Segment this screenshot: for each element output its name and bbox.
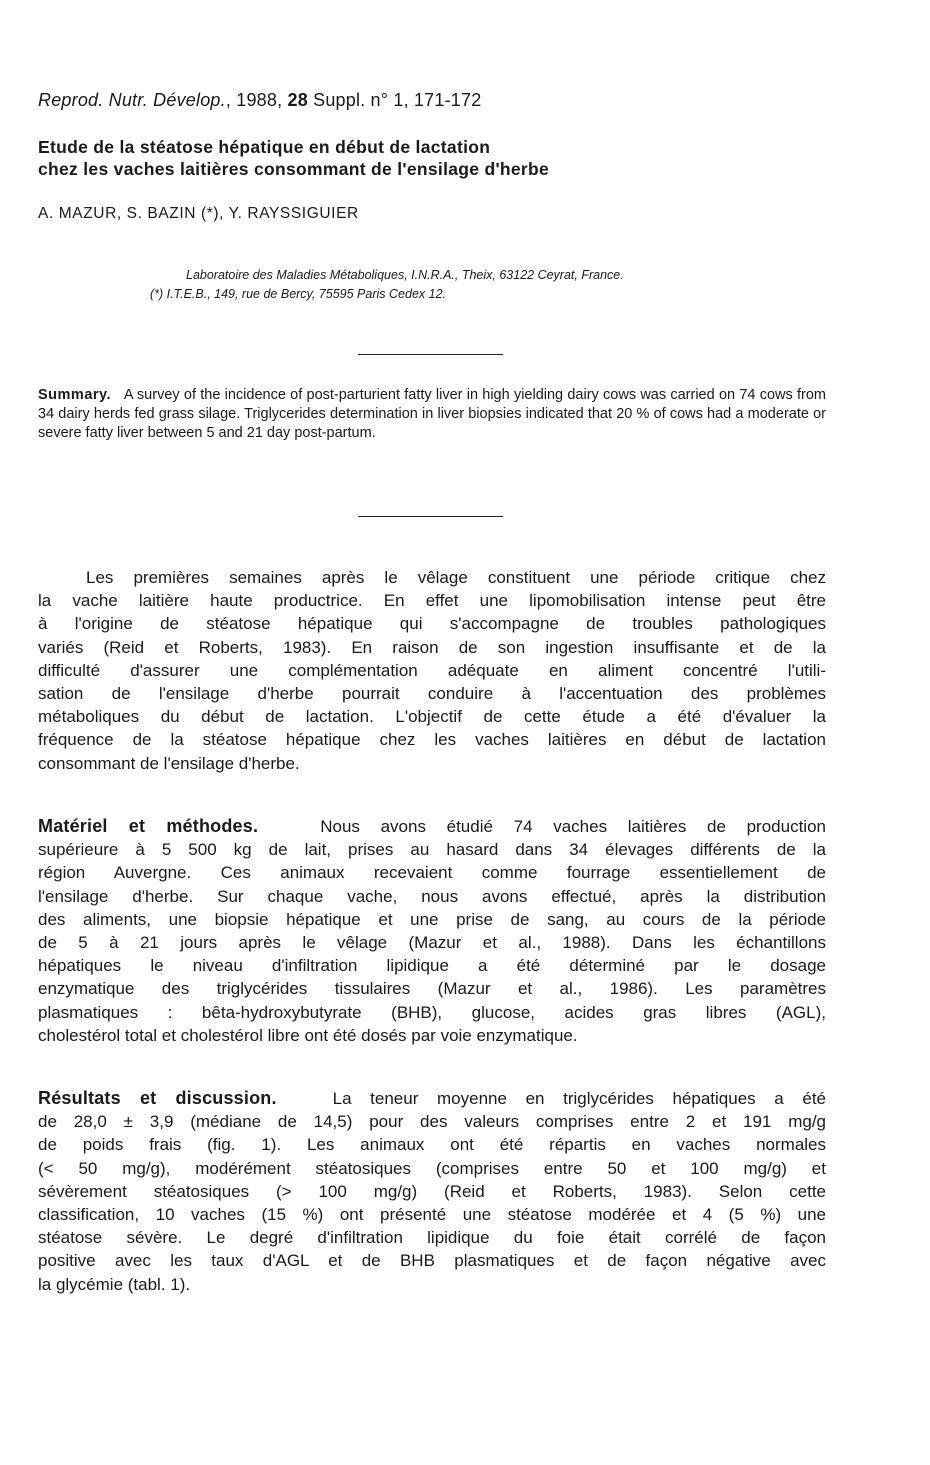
methods-line: cholestérol total et cholestérol libre ont été dosés par voie enzymatique. [38, 1025, 578, 1045]
results-paragraph [38, 1087, 826, 1296]
methods-line: enzymatique des triglycérides tissulaires (Mazur et al., 1986). Les paramètres [38, 979, 826, 999]
intro-line: sation de l'ensilage d'herbe pourrait conduire à l'accentuation des problèmes [38, 683, 826, 703]
results-line: stéatose sévère. Le degré d'infiltration lipidique du foie était corrélé de façon [38, 1228, 826, 1248]
citation-year: , 1988, [225, 90, 288, 110]
intro-line: difficulté d'assurer une complémentation adéquate en aliment concentré l'utili- [38, 660, 826, 680]
methods-line: plasmatiques : bêta-hydroxybutyrate (BHB), glucose, acides gras libres (AGL), [38, 1002, 826, 1022]
results-line: classification, 10 vaches (15 %) ont présenté une stéatose modérée et 4 (5 %) une [38, 1204, 826, 1224]
affiliation-2: (*) I.T.E.B., 149, rue de Bercy, 75595 Paris Cedex 12. [150, 287, 446, 301]
methods-line: de 5 à 21 jours après le vêlage (Mazur et al., 1988). Dans les échantillons [38, 932, 826, 952]
intro-line: métaboliques du début de lactation. L'objectif de cette étude a été d'évaluer la [38, 707, 826, 727]
methods-line: supérieure à 5 500 kg de lait, prises au hasard dans 34 élevages différents de la [38, 840, 826, 860]
affiliations [150, 266, 624, 304]
author-list: A. MAZUR, S. BAZIN (*), Y. RAYSSIGUIER [38, 205, 359, 222]
results-line: (< 50 mg/g), modérément stéatosiques (comprises entre 50 et 100 mg/g) et [38, 1158, 826, 1178]
results-first-text: La teneur moyenne en triglycérides hépatiques a été [332, 1089, 826, 1108]
methods-line: l'ensilage d'herbe. Sur chaque vache, nous avons effectué, après la distribution [38, 886, 826, 906]
title-line-2: chez les vaches laitières consommant de l'ensilage d'herbe [38, 159, 550, 179]
intro-line: Les premières semaines après le vêlage constituent une période critique chez [86, 568, 826, 587]
divider-top [358, 354, 503, 355]
results-first-line [38, 1087, 826, 1110]
summary-block [38, 386, 826, 443]
intro-line: consommant de l'ensilage d'herbe. [38, 753, 300, 773]
title-line-1: Etude de la stéatose hépatique en début de lactation [38, 137, 491, 157]
methods-paragraph [38, 815, 826, 1047]
article-title [38, 136, 798, 180]
summary-text: A survey of the incidence of post-parturient fatty liver in high yielding dairy cows was carried on 74 cows from 34 dairy herds fed grass silage. Triglycerides determination in liver biopsies indicated that 20 % of cows had a moderate or severe fatty liver between 5 and 21 day post-partum. [38, 387, 826, 441]
methods-line: hépatiques le niveau d'infiltration lipidique a été déterminé par le dosage [38, 956, 826, 976]
citation-pages: Suppl. n° 1, 171-172 [307, 90, 482, 110]
divider-bottom [358, 516, 503, 517]
methods-first-line [38, 815, 826, 838]
methods-line: des aliments, une biopsie hépatique et une prise de sang, au cours de la période [38, 909, 826, 929]
journal-name: Reprod. Nutr. Dévelop. [38, 90, 226, 110]
methods-line: région Auvergne. Ces animaux recevaient comme fourrage essentiellement de [38, 863, 826, 883]
intro-line: la vache laitière haute productrice. En effet une lipomobilisation intense peut être [38, 591, 826, 611]
results-line: positive avec les taux d'AGL et de BHB plasmatiques et de façon négative avec [38, 1251, 826, 1271]
summary-label: Summary. [38, 387, 112, 403]
results-line: de poids frais (fig. 1). Les animaux ont été répartis en vaches normales [38, 1135, 826, 1155]
citation-line [38, 90, 481, 111]
intro-line: variés (Reid et Roberts, 1983). En raison de son ingestion insuffisante et de la [38, 637, 826, 657]
citation-volume: 28 [287, 90, 308, 110]
methods-heading: Matériel et méthodes. [38, 816, 259, 836]
results-line: de 28,0 ± 3,9 (médiane de 14,5) pour des valeurs comprises entre 2 et 191 mg/g [38, 1112, 826, 1132]
results-line: sévèrement stéatosiques (> 100 mg/g) (Reid et Roberts, 1983). Selon cette [38, 1181, 826, 1201]
results-line: la glycémie (tabl. 1). [38, 1274, 191, 1294]
methods-first-text: Nous avons étudié 74 vaches laitières de production [320, 817, 826, 836]
intro-paragraph [38, 566, 826, 775]
intro-line: fréquence de la stéatose hépatique chez les vaches laitières en début de lactation [38, 730, 826, 750]
affiliation-1: Laboratoire des Maladies Métaboliques, I.N.R.A., Theix, 63122 Ceyrat, France. [186, 268, 624, 282]
results-heading: Résultats et discussion. [38, 1088, 277, 1108]
intro-line: à l'origine de stéatose hépatique qui s'accompagne de troubles pathologiques [38, 614, 826, 634]
